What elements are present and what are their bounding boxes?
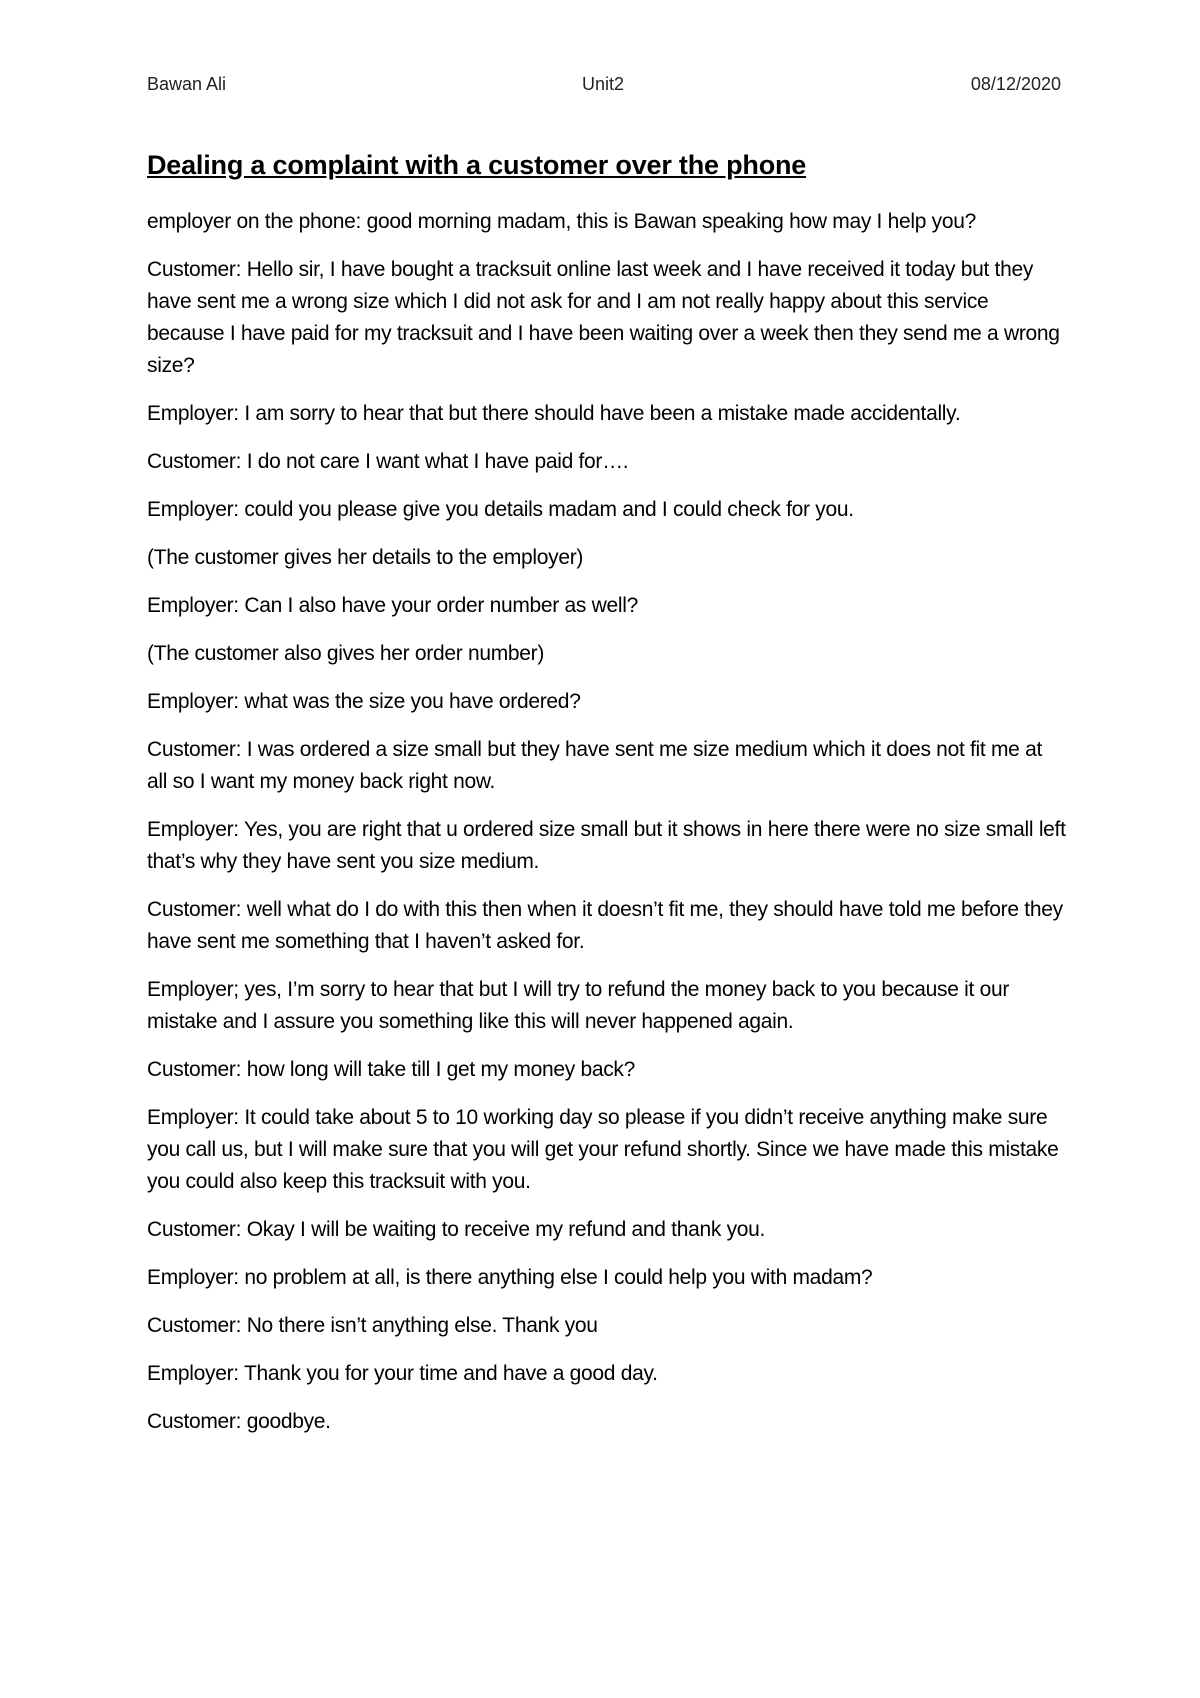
dialogue-line: Customer: goodbye.: [147, 1410, 331, 1433]
dialogue-line: Employer: no problem at all, is there anything else I could help you with madam?: [147, 1266, 873, 1289]
dialogue-line: Employer: Yes, you are right that u ordered size small but it shows in here there were no size small left that’s why they have sent you size medium.: [147, 818, 1066, 873]
dialogue-line: (The customer also gives her order number): [147, 642, 545, 665]
dialogue-line: Customer: No there isn’t anything else. Thank you: [147, 1314, 598, 1337]
dialogue-line: Employer: could you please give you details madam and I could check for you.: [147, 498, 854, 521]
dialogue-line: Customer: I was ordered a size small but they have sent me size medium which it does not fit me at all so I want my money back right now.: [147, 738, 1043, 793]
dialogue-line: (The customer gives her details to the employer): [147, 546, 584, 569]
dialogue-line: Employer: It could take about 5 to 10 working day so please if you didn’t receive anything make sure you call us, but I will make sure that you will get your refund shortly. Since we have made this mistake you could also keep this tracksuit with you.: [147, 1106, 1059, 1193]
header-author: Bawan Ali: [147, 74, 227, 94]
document-title: Dealing a complaint with a customer over the phone: [147, 150, 807, 180]
dialogue-line: Employer: I am sorry to hear that but there should have been a mistake made accidentally.: [147, 402, 961, 425]
dialogue-line: Employer: Thank you for your time and have a good day.: [147, 1362, 658, 1385]
dialogue-line: employer on the phone: good morning madam, this is Bawan speaking how may I help you?: [147, 210, 977, 233]
header-unit: Unit2: [582, 74, 625, 94]
dialogue-line: Customer: Okay I will be waiting to receive my refund and thank you.: [147, 1218, 766, 1241]
dialogue-line: Employer; yes, I’m sorry to hear that but I will try to refund the money back to you because it our mistake and I assure you something like this will never happened again.: [147, 978, 1010, 1033]
dialogue-line: Customer: well what do I do with this then when it doesn’t fit me, they should have told me before they have sent me something that I haven’t asked for.: [147, 898, 1063, 953]
dialogue-line: Employer: Can I also have your order number as well?: [147, 594, 638, 617]
dialogue-line: Customer: how long will take till I get my money back?: [147, 1058, 636, 1081]
dialogue-line: Customer: Hello sir, I have bought a tracksuit online last week and I have received it today but they have sent me a wrong size which I did not ask for and I am not really happy about this service because I have paid for my tracksuit and I have been waiting over a week then they send me a wrong size?: [147, 258, 1060, 377]
page-header: [147, 74, 1061, 104]
document-body: [147, 206, 1067, 1454]
header-date: 08/12/2020: [970, 74, 1061, 94]
dialogue-line: Employer: what was the size you have ordered?: [147, 690, 581, 713]
dialogue-line: Customer: I do not care I want what I have paid for….: [147, 450, 629, 473]
